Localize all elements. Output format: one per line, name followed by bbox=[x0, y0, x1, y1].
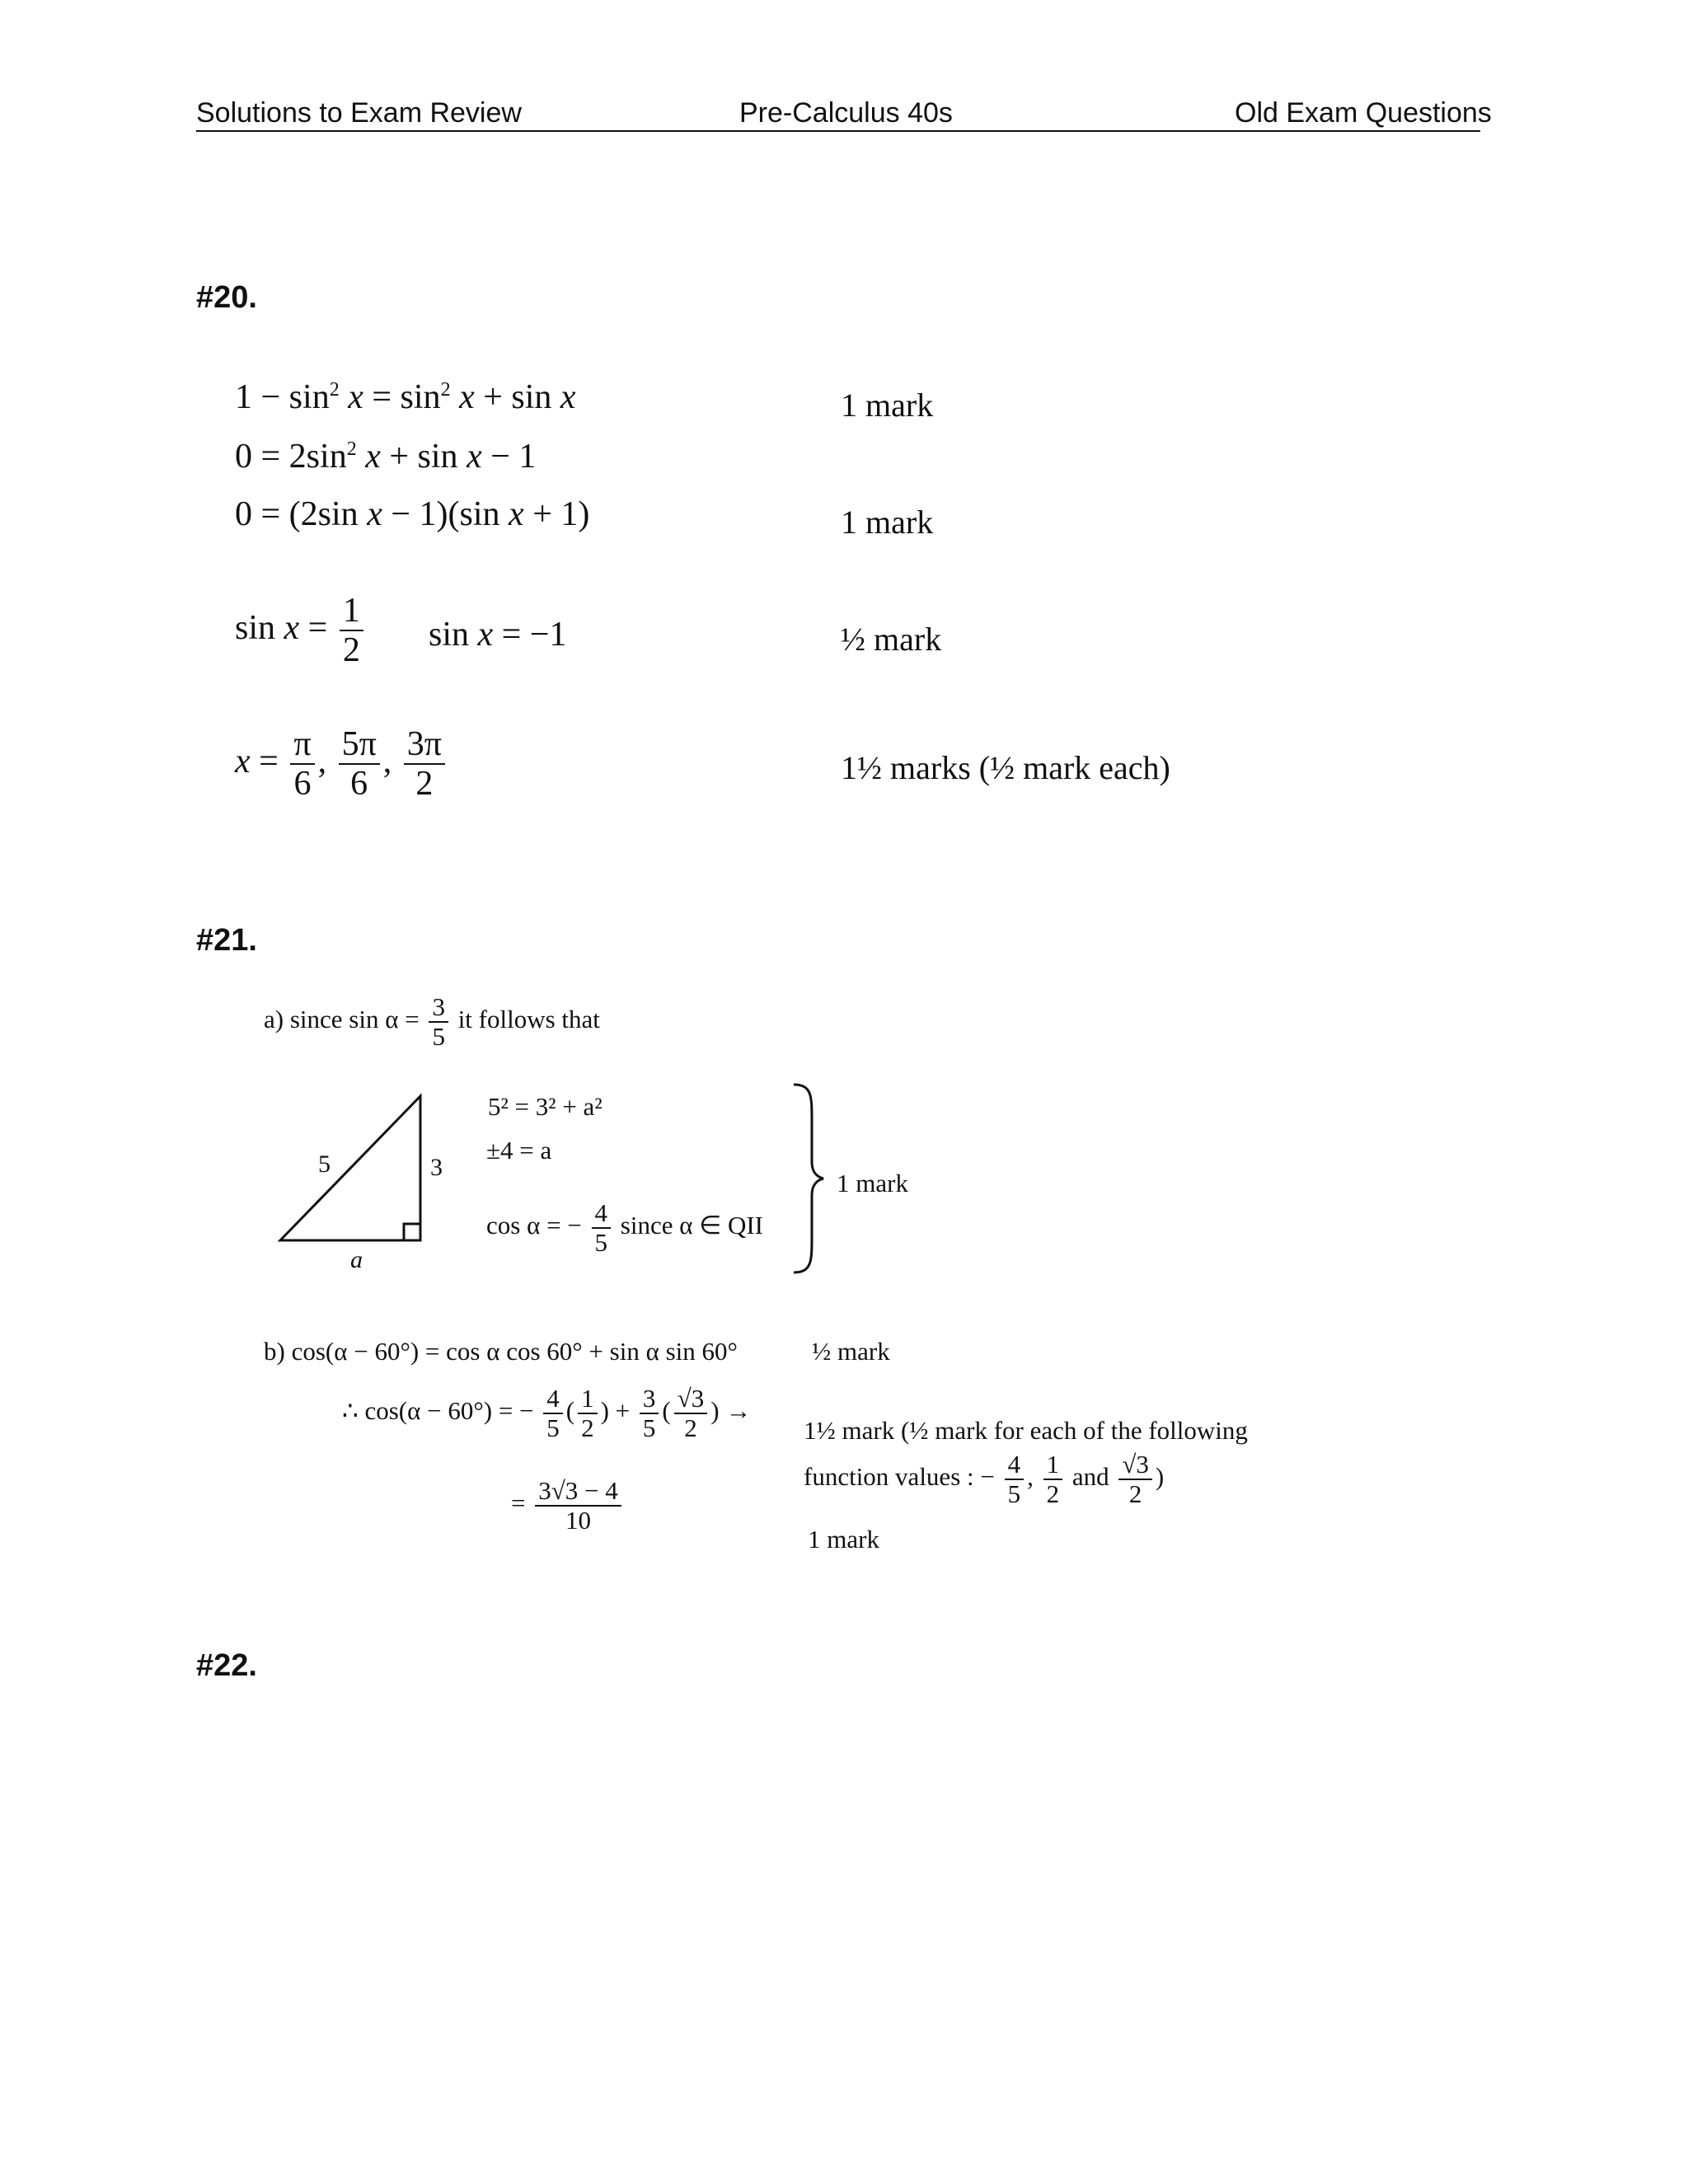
q21-result: = $\frac{3√3 - 4}{10}$ bbox=[511, 1477, 625, 1535]
q20-solution-sin-neg1: sin x = −1 bbox=[429, 616, 567, 654]
q21-since-q2: since α ∈ QII bbox=[620, 1211, 764, 1240]
curly-brace bbox=[787, 1080, 828, 1277]
q21-part-a-intro: a) since sin α = $\frac{3}{5}$ it follows that bbox=[264, 992, 600, 1052]
triangle-opposite-label: 3 bbox=[430, 1154, 443, 1181]
function-values-label: function values : bbox=[804, 1462, 974, 1492]
q21-step-1: 5² = 3² + a² bbox=[488, 1092, 603, 1121]
q21-part-b-identity: b) cos(α − 60°) = cos α cos 60° + sin α sin 60° bbox=[264, 1337, 738, 1366]
question-22-number: #22. bbox=[196, 1648, 257, 1683]
q20-mark-4: 1½ marks (½ mark each) bbox=[841, 749, 1170, 786]
q21-step-2: ±4 = a bbox=[486, 1136, 552, 1165]
q20-mark-3: ½ mark bbox=[841, 621, 942, 658]
and-word: and bbox=[1071, 1462, 1109, 1492]
q20-equation-2: $0 = 2\sin^2$ x + sin x − 1 bbox=[235, 438, 537, 476]
q20-equation-3: 0 = (2sin x − 1)(sin x + 1) bbox=[235, 495, 590, 533]
q20-solution-sin-half: sin x = $\frac{1}{2}$ bbox=[235, 592, 367, 669]
header-center: Pre-Calculus 40s bbox=[739, 97, 953, 129]
header-rule bbox=[196, 130, 1480, 132]
q20-mark-1: 1 mark bbox=[841, 387, 934, 424]
triangle-adjacent-label: a bbox=[350, 1246, 363, 1273]
q21-mark-b2-line2: function values : − $\frac{4}{5}$ , $\frac{1}{2}$ and $\frac{√3}{2}$ ) bbox=[804, 1450, 1165, 1509]
q20-equation-1: $1 - \sin^2 x = \sin^2 x + \sin x$ bbox=[235, 378, 576, 416]
header-right: Old Exam Questions bbox=[1235, 97, 1492, 129]
q20-mark-2: 1 mark bbox=[841, 504, 934, 541]
question-20-number: #20. bbox=[196, 280, 257, 315]
q21-mark-b3: 1 mark bbox=[808, 1525, 879, 1554]
header-left: Solutions to Exam Review bbox=[196, 97, 522, 129]
right-triangle-diagram bbox=[264, 1080, 445, 1261]
q21-substitution: ∴ cos(α − 60°) = − $\frac{4}{5}$ ( $\frac{1}{2}$ ) + $\frac{3}{5}$ ( $\frac{√3}{2}$ ) → bbox=[342, 1384, 752, 1443]
q21-part-a-prefix: a) since bbox=[264, 1005, 343, 1034]
q20-solution-x-values: x = $\frac{\pi}{6}$ , $\frac{5\pi}{6}$ , $\frac{3\pi}{2}$ bbox=[235, 725, 448, 803]
q21-mark-b1: ½ mark bbox=[812, 1337, 890, 1366]
q21-cos-alpha: cos α = − $\frac{4}{5}$ since α ∈ QII bbox=[486, 1198, 764, 1258]
triangle-hypotenuse-label: 5 bbox=[318, 1151, 331, 1178]
q21-part-a-suffix: it follows that bbox=[457, 1005, 600, 1034]
question-21-number: #21. bbox=[196, 923, 257, 958]
q21-mark-b2-line1: 1½ mark (½ mark for each of the following bbox=[804, 1416, 1248, 1445]
q21-mark-a: 1 mark bbox=[837, 1169, 908, 1197]
